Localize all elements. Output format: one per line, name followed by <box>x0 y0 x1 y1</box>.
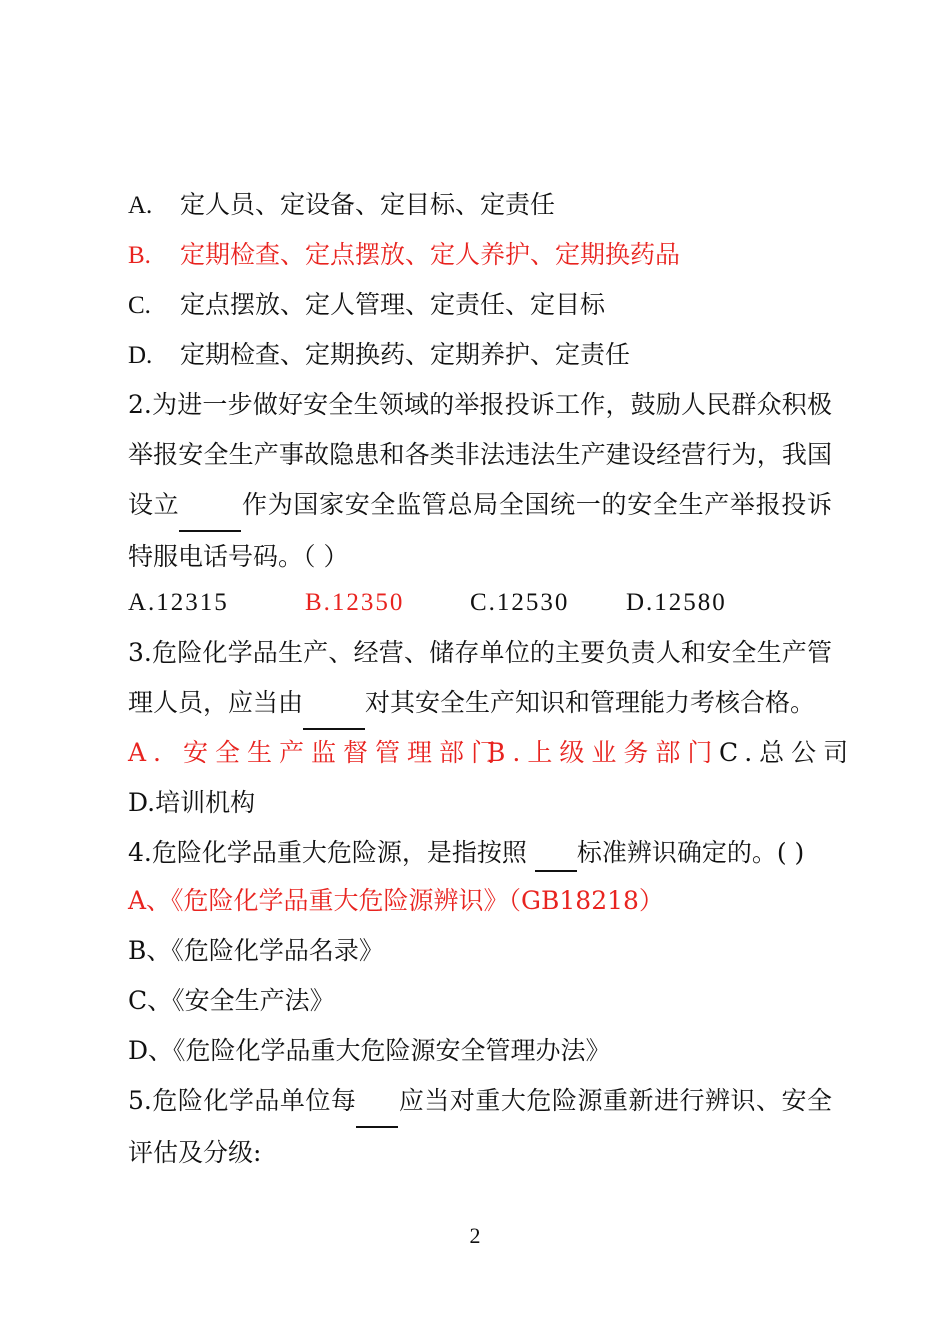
q3-option-d: D.培训机构 <box>128 788 256 817</box>
option-text: 定点摆放、定人管理、定责任、定目标 <box>180 290 606 319</box>
option-text: 定人员、定设备、定目标、定责任 <box>180 190 556 219</box>
q4-stem: 4.危险化学品重大危险源，是指按照 标准辨识确定的。( ) <box>128 836 804 872</box>
option-text: 定期检查、定期换药、定期养护、定责任 <box>180 340 631 369</box>
q4-option-b: B、《危险化学品名录》 <box>128 936 384 965</box>
q5-stem: 5.危险化学品单位每 应当对重大危险源重新进行辨识、安全评估及分级: <box>128 1076 832 1178</box>
q4-option-a-correct: A、《危险化学品重大危险源辨识》（GB18218） <box>128 886 664 915</box>
q3-option-b-correct: B.上级业务部门 <box>487 738 720 767</box>
option-letter: B. <box>128 242 151 269</box>
q1-option-d <box>128 338 630 373</box>
q2-option-d: D.12580 <box>626 589 727 616</box>
answer-blank <box>356 1076 398 1128</box>
option-letter: D. <box>128 342 153 369</box>
option-text: 定期检查、定点摆放、定人养护、定期换药品 <box>180 240 681 269</box>
q3-option-a-correct: A. 安全生产监督管理部门 <box>128 738 503 767</box>
q1-option-b-correct <box>128 238 680 273</box>
q1-option-a <box>128 188 555 223</box>
q2-option-b-correct: B.12350 <box>305 589 405 616</box>
answer-blank <box>303 678 365 730</box>
q2-stem: 2.为进一步做好安全生领域的举报投诉工作，鼓励人民群众积极举报安全生产事故隐患和各类非法违法生产建设经营行为，我国设立 作为国家安全监管总局全国统一的安全生产举报投诉特服电话号码。（ ） <box>128 390 832 571</box>
q4-option-c: C、《安全生产法》 <box>128 986 335 1015</box>
q3-option-c: C.总公司 <box>719 738 856 767</box>
q1-option-c <box>128 288 605 323</box>
q3-stem: 3.危险化学品生产、经营、储存单位的主要负责人和安全生产管理人员，应当由 对其安全生产知识和管理能力考核合格。 <box>128 628 832 730</box>
q4-option-d: D、《危险化学品重大危险源安全管理办法》 <box>128 1036 611 1065</box>
page-number: 2 <box>469 1223 481 1248</box>
q2-option-a: A.12315 <box>128 589 229 616</box>
answer-blank <box>179 480 241 532</box>
q2-option-c: C.12530 <box>470 589 570 616</box>
option-letter: A. <box>128 192 153 219</box>
answer-blank <box>535 836 577 872</box>
option-letter: C. <box>128 292 151 319</box>
